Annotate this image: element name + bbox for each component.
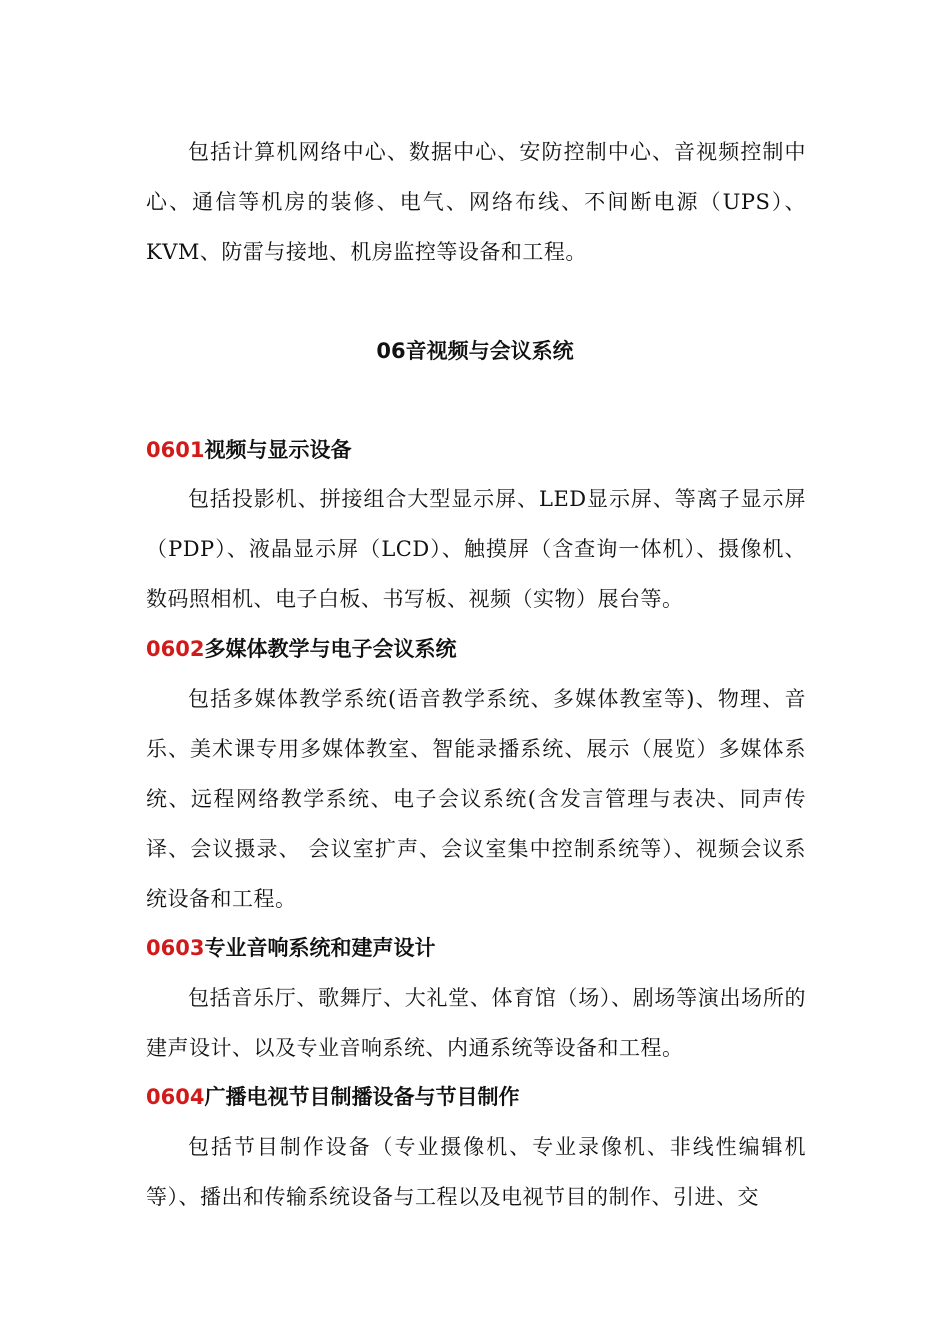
item-code: 0601 [146, 438, 205, 462]
item-code: 0603 [146, 936, 205, 960]
item-title: 视频与显示设备 [204, 437, 352, 462]
item-paragraph-0603: 包括音乐厅、歌舞厅、大礼堂、体育馆（场）、剧场等演出场所的建声设计、以及专业音响系统、内通系统等设备和工程。 [146, 986, 806, 1060]
item-title: 多媒体教学与电子会议系统 [204, 636, 457, 661]
item-heading-0604 [146, 1082, 806, 1112]
item-paragraph-0601: 包括投影机、拼接组合大型显示屏、LED显示屏、等离子显示屏（PDP）、液晶显示屏（LCD）、触摸屏（含查询一体机）、摄像机、数码照相机、电子白板、书写板、视频（实物）展台等。 [146, 487, 806, 611]
item-title: 广播电视节目制播设备与节目制作 [204, 1084, 520, 1109]
item-paragraph-0602: 包括多媒体教学系统(语音教学系统、多媒体教室等)、物理、音乐、美术课专用多媒体教室、智能录播系统、展示（展览）多媒体系统、远程网络教学系统、电子会议系统(含发言管理与表决、同声传译、会议摄录、 会议室扩声、会议室集中控制系统等）、视频会议系统设备和工程。 [146, 687, 806, 911]
item-paragraph-0604: 包括节目制作设备（专业摄像机、专业录像机、非线性编辑机等）、播出和传输系统设备与工程以及电视节目的制作、引进、交 [146, 1135, 806, 1209]
item-code: 0604 [146, 1085, 205, 1109]
item-title: 专业音响系统和建声设计 [204, 935, 436, 960]
section-title: 06音视频与会议系统 [376, 339, 574, 363]
intro-paragraph: 包括计算机网络中心、数据中心、安防控制中心、音视频控制中心、通信等机房的装修、电气、网络布线、不间断电源（UPS）、KVM、防雷与接地、机房监控等设备和工程。 [146, 140, 806, 264]
item-heading-0601 [146, 435, 806, 465]
item-code: 0602 [146, 637, 205, 661]
item-heading-0603 [146, 933, 806, 963]
item-heading-0602 [146, 634, 806, 664]
